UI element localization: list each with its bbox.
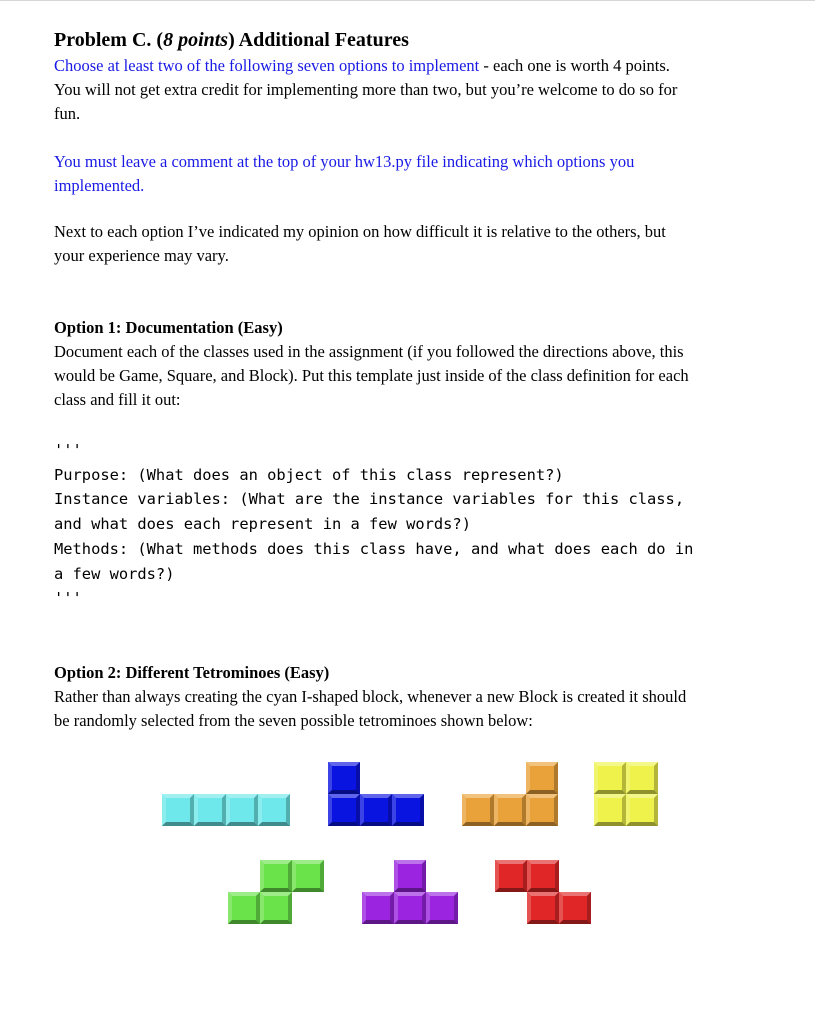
problem-name: Additional Features [238, 29, 409, 51]
tetromino-cell [626, 762, 658, 794]
problem-points: 8 points [163, 29, 229, 51]
tetromino-cell [527, 860, 559, 892]
tetromino-cell [228, 892, 260, 924]
tetromino-cell [594, 794, 626, 826]
tetromino-l [462, 762, 558, 826]
page-top-border [0, 0, 815, 1]
document-page [54, 26, 774, 733]
option-2-line-1: Rather than always creating the cyan I-shaped block, whenever a new Block is created it should [54, 686, 687, 706]
problem-title [54, 26, 774, 54]
tetromino-cell [260, 892, 292, 924]
tetromino-cell [494, 794, 526, 826]
tetromino-cell [426, 892, 458, 924]
tetromino-cell [526, 762, 558, 794]
problem-label: Problem C. ( [54, 29, 164, 51]
tetromino-cell [594, 762, 626, 794]
tetromino-cell [226, 794, 258, 826]
option-2-line-2: be randomly selected from the seven possible tetrominoes shown below: [54, 710, 533, 730]
tetromino-cell [162, 794, 194, 826]
intro-line-2: You will not get extra credit for implementing more than two, but you’re welcome to do so for [54, 80, 678, 99]
tetromino-cell [392, 794, 424, 826]
code-line: Purpose: (What does an object of this class represent?) [54, 465, 564, 484]
code-line: ''' [54, 589, 82, 608]
tetromino-t [362, 860, 458, 924]
tetromino-cell [495, 860, 527, 892]
tetromino-cell [360, 794, 392, 826]
problem-paren: ) [228, 29, 235, 51]
tetromino-cell [260, 860, 292, 892]
code-line: Methods: (What methods does this class have, and what does each do in [54, 539, 694, 558]
code-template [54, 438, 774, 611]
tetromino-cell [462, 794, 494, 826]
intro-instruction: Choose at least two of the following seven options to implement [54, 56, 480, 75]
comment-note-line-1: You must leave a comment at the top of your hw13.py file indicating which options you [54, 152, 635, 171]
tetromino-cell [292, 860, 324, 892]
tetromino-z [495, 860, 591, 924]
tetromino-cell [328, 762, 360, 794]
tetromino-i [162, 794, 290, 826]
option-1-line-3: class and fill it out: [54, 390, 181, 409]
option-1-heading: Option 1: Documentation (Easy) [54, 318, 283, 337]
tetromino-o [594, 762, 658, 826]
option-2-heading: Option 2: Different Tetrominoes (Easy) [54, 662, 330, 682]
option-1-line-1: Document each of the classes used in the assignment (if you followed the directions above, this [54, 342, 684, 361]
tetromino-cell [394, 892, 426, 924]
tetromino-s [228, 860, 324, 924]
intro-line-1 [54, 54, 774, 78]
tetromino-cell [194, 794, 226, 826]
tetromino-cell [527, 892, 559, 924]
intro-points: - each one is worth 4 points. [479, 56, 670, 75]
option-1-line-2: would be Game, Square, and Block). Put this template just inside of the class definition for each [54, 366, 689, 385]
comment-note-line-2: implemented. [54, 176, 145, 195]
tetromino-cell [394, 860, 426, 892]
code-line: ''' [54, 441, 82, 459]
difficulty-note-line-2: your experience may vary. [54, 246, 229, 265]
tetromino-j [328, 762, 424, 826]
tetromino-cell [626, 794, 658, 826]
tetromino-cell [258, 794, 290, 826]
tetromino-cell [362, 892, 394, 924]
tetromino-cell [328, 794, 360, 826]
tetromino-cell [526, 794, 558, 826]
code-line: Instance variables: (What are the instance variables for this class, [54, 490, 685, 509]
intro-line-3: fun. [54, 104, 81, 123]
code-line: a few words?) [54, 564, 175, 583]
code-line: and what does each represent in a few words?) [54, 515, 471, 534]
difficulty-note-line-1: Next to each option I’ve indicated my opinion on how difficult it is relative to the others, but [54, 222, 666, 241]
tetromino-cell [559, 892, 591, 924]
